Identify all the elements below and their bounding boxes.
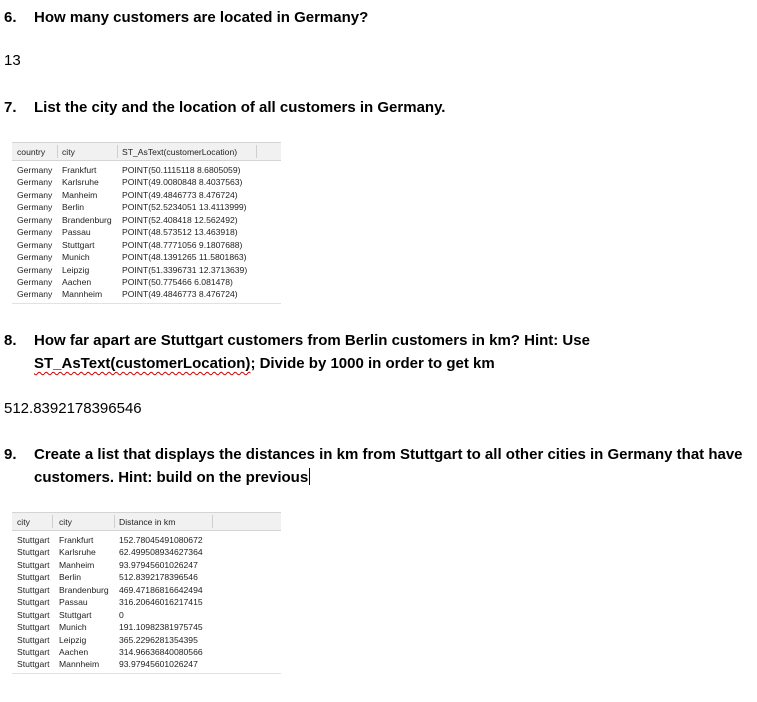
question-9-number: 9. bbox=[4, 446, 17, 463]
table-row bbox=[12, 277, 281, 289]
table-row bbox=[12, 227, 281, 239]
city-cell: Karlsruhe bbox=[62, 177, 99, 188]
city-cell: Mannheim bbox=[62, 289, 103, 300]
question-7 bbox=[4, 96, 445, 119]
country-cell: Germany bbox=[17, 177, 53, 188]
answer-6: 13 bbox=[4, 52, 21, 69]
country-cell: Germany bbox=[17, 252, 53, 263]
question-7-text: List the city and the location of all customers in Germany. bbox=[34, 99, 446, 116]
from-city-cell: Stuttgart bbox=[17, 584, 50, 595]
country-cell: Germany bbox=[17, 214, 53, 225]
question-6-text: How many customers are located in Germany? bbox=[34, 9, 369, 26]
country-cell: Germany bbox=[17, 165, 53, 175]
distances-table-body bbox=[12, 535, 281, 672]
from-city-cell: Stuttgart bbox=[17, 622, 50, 633]
city-cell: Brandenburg bbox=[62, 214, 112, 225]
country-cell: Germany bbox=[17, 276, 53, 287]
to-city-cell: Manheim bbox=[59, 559, 95, 570]
text-cursor bbox=[309, 468, 310, 485]
table-row bbox=[12, 610, 281, 622]
from-city-cell: Stuttgart bbox=[17, 547, 50, 558]
location-cell: POINT(49.4846773 8.476724) bbox=[122, 289, 238, 300]
city-cell: Munich bbox=[62, 252, 90, 263]
distance-cell: 469.47186816642494 bbox=[119, 584, 203, 595]
distance-cell: 316.20646016217415 bbox=[119, 597, 203, 608]
distance-cell: 0 bbox=[119, 609, 124, 620]
country-cell: Germany bbox=[17, 227, 53, 238]
city-cell: Stuttgart bbox=[62, 239, 95, 250]
city-cell: Frankfurt bbox=[62, 165, 97, 175]
from-city-cell: Stuttgart bbox=[17, 609, 50, 620]
location-cell: POINT(49.0080848 8.4037563) bbox=[122, 177, 243, 188]
table-row bbox=[12, 190, 281, 202]
table-row bbox=[12, 240, 281, 252]
location-cell: POINT(49.4846773 8.476724) bbox=[122, 189, 238, 200]
question-9-text: Create a list that displays the distances in km from Stuttgart to all other cities in Germany that have customers. Hint: build on the previous bbox=[34, 446, 743, 486]
table-row bbox=[12, 560, 281, 572]
column-header-country: country bbox=[17, 147, 46, 157]
from-city-cell: Stuttgart bbox=[17, 646, 50, 657]
city-cell: Leipzig bbox=[62, 264, 90, 275]
table-row bbox=[12, 289, 281, 301]
distances-table-header bbox=[12, 512, 281, 531]
question-7-number: 7. bbox=[4, 99, 17, 116]
location-cell: POINT(51.3396731 12.3713639) bbox=[122, 264, 248, 275]
question-8 bbox=[4, 329, 744, 375]
distance-cell: 512.8392178396546 bbox=[119, 572, 198, 583]
to-city-cell: Mannheim bbox=[59, 659, 100, 670]
column-header-city-to: city bbox=[59, 517, 72, 527]
distance-cell: 191.10982381975745 bbox=[119, 622, 203, 633]
from-city-cell: Stuttgart bbox=[17, 634, 50, 645]
table-row bbox=[12, 165, 281, 177]
table-row bbox=[12, 635, 281, 647]
table-row bbox=[12, 252, 281, 264]
location-cell: POINT(52.5234051 13.4113999) bbox=[122, 202, 247, 213]
table-row bbox=[12, 585, 281, 597]
table-row bbox=[12, 177, 281, 189]
country-cell: Germany bbox=[17, 189, 53, 200]
question-6 bbox=[4, 6, 368, 29]
question-8-text: How far apart are Stuttgart customers from Berlin customers in km? Hint: Use bbox=[34, 332, 590, 349]
table-row bbox=[12, 622, 281, 634]
locations-table-body bbox=[12, 165, 281, 302]
table-row bbox=[12, 265, 281, 277]
location-cell: POINT(52.408418 12.562492) bbox=[122, 214, 238, 225]
city-cell: Aachen bbox=[62, 276, 92, 287]
to-city-cell: Stuttgart bbox=[59, 609, 92, 620]
location-cell: POINT(50.1115118 8.6805059) bbox=[122, 165, 241, 175]
distance-cell: 314.96636840080566 bbox=[119, 646, 203, 657]
column-header-distance: Distance in km bbox=[119, 517, 176, 527]
question-6-number: 6. bbox=[4, 9, 17, 26]
column-header-location: ST_AsText(customerLocation) bbox=[122, 147, 238, 157]
to-city-cell: Munich bbox=[59, 622, 87, 633]
location-cell: POINT(50.775466 6.081478) bbox=[122, 276, 233, 287]
distances-table bbox=[12, 512, 281, 674]
city-cell: Berlin bbox=[62, 202, 84, 213]
to-city-cell: Leipzig bbox=[59, 634, 87, 645]
distance-cell: 93.97945601026247 bbox=[119, 559, 198, 570]
to-city-cell: Passau bbox=[59, 597, 88, 608]
to-city-cell: Brandenburg bbox=[59, 584, 109, 595]
column-header-city: city bbox=[62, 147, 75, 157]
distance-cell: 365.2296281354395 bbox=[119, 634, 198, 645]
country-cell: Germany bbox=[17, 264, 53, 275]
question-8-hint-code: ST_AsText(customerLocation) bbox=[34, 355, 251, 372]
from-city-cell: Stuttgart bbox=[17, 572, 50, 583]
table-row bbox=[12, 547, 281, 559]
to-city-cell: Berlin bbox=[59, 572, 81, 583]
table-row bbox=[12, 597, 281, 609]
distance-cell: 152.78045491080672 bbox=[119, 535, 203, 545]
location-cell: POINT(48.1391265 11.5801863) bbox=[122, 252, 247, 263]
to-city-cell: Karlsruhe bbox=[59, 547, 96, 558]
locations-table-header bbox=[12, 142, 281, 161]
question-8-text-end: ; Divide by 1000 in order to get km bbox=[250, 355, 495, 372]
from-city-cell: Stuttgart bbox=[17, 597, 50, 608]
answer-8: 512.8392178396546 bbox=[4, 400, 142, 417]
table-row bbox=[12, 659, 281, 671]
table-row bbox=[12, 535, 281, 547]
column-header-city-from: city bbox=[17, 517, 30, 527]
location-cell: POINT(48.573512 13.463918) bbox=[122, 227, 238, 238]
location-cell: POINT(48.7771056 9.1807688) bbox=[122, 239, 243, 250]
distance-cell: 62.499508934627364 bbox=[119, 547, 203, 558]
from-city-cell: Stuttgart bbox=[17, 659, 50, 670]
table-row bbox=[12, 215, 281, 227]
from-city-cell: Stuttgart bbox=[17, 535, 50, 545]
question-9 bbox=[4, 443, 754, 489]
city-cell: Passau bbox=[62, 227, 91, 238]
country-cell: Germany bbox=[17, 289, 53, 300]
to-city-cell: Aachen bbox=[59, 646, 89, 657]
country-cell: Germany bbox=[17, 202, 53, 213]
table-row bbox=[12, 572, 281, 584]
city-cell: Manheim bbox=[62, 189, 98, 200]
from-city-cell: Stuttgart bbox=[17, 559, 50, 570]
table-row bbox=[12, 647, 281, 659]
distance-cell: 93.97945601026247 bbox=[119, 659, 198, 670]
country-cell: Germany bbox=[17, 239, 53, 250]
to-city-cell: Frankfurt bbox=[59, 535, 94, 545]
table-row bbox=[12, 202, 281, 214]
locations-table bbox=[12, 142, 281, 304]
question-8-number: 8. bbox=[4, 332, 17, 349]
